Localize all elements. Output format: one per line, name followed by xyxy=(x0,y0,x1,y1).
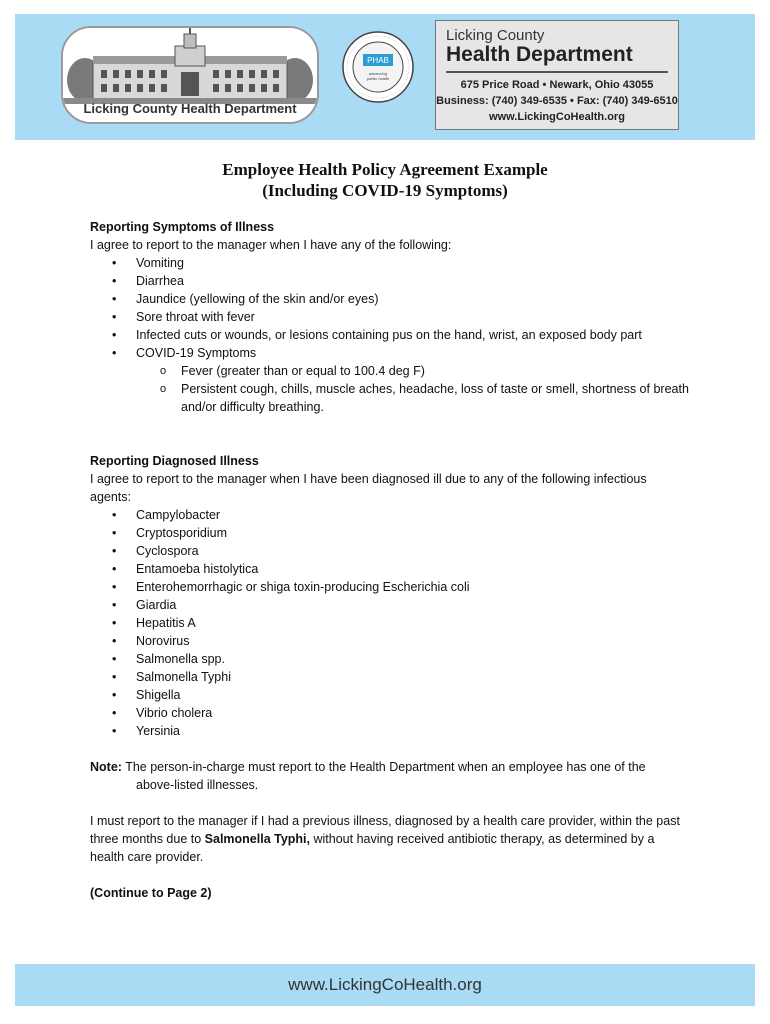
continue-notice: (Continue to Page 2) xyxy=(90,886,212,900)
note-label: Note: xyxy=(90,760,122,774)
list-item: • Sore throat with fever xyxy=(90,308,690,326)
note-paragraph xyxy=(90,758,690,776)
list-item: • Infected cuts or wounds, or lesions containing pus on the hand, wrist, an exposed body part xyxy=(90,326,690,344)
svg-text:public health: public health xyxy=(366,76,390,81)
list-item: • Vomiting xyxy=(90,254,690,272)
list-item: • Diarrhea xyxy=(90,272,690,290)
building-logo-label: Licking County Health Department xyxy=(83,101,297,116)
document-subtitle: (Including COVID-19 Symptoms) xyxy=(262,181,508,200)
document-body xyxy=(90,218,690,902)
previous-text-before: I must report to the manager if I had a previous illness, diagnosed by a health care provider, within the past three months due to xyxy=(90,814,680,846)
list-item: • Jaundice (yellowing of the skin and/or eyes) xyxy=(90,290,690,308)
diagnosed-intro: I agree to report to the manager when I have been diagnosed ill due to any of the following infectious agents: xyxy=(90,472,647,504)
sub-list-item: o Persistent cough, chills, muscle aches, headache, loss of taste or smell, shortness of breath and/or difficulty breathing. xyxy=(136,380,690,416)
address-line: 675 Price Road • Newark, Ohio 43055 xyxy=(460,79,654,91)
website-line: www.LickingCoHealth.org xyxy=(489,111,625,123)
list-item: • Entamoeba histolytica xyxy=(90,560,690,578)
department-name: Health Department xyxy=(446,43,633,66)
building-logo xyxy=(61,26,319,124)
document-title: Employee Health Policy Agreement Example xyxy=(222,160,548,179)
symptoms-intro: I agree to report to the manager when I have any of the following: xyxy=(90,238,452,252)
phab-seal-logo xyxy=(341,30,415,104)
list-item: • Campylobacter xyxy=(90,506,690,524)
header-banner xyxy=(15,14,755,140)
symptoms-list xyxy=(90,254,690,416)
previous-text-bold: Salmonella Typhi, xyxy=(204,832,311,846)
list-item-covid xyxy=(90,344,690,416)
diagnosed-list xyxy=(90,506,690,740)
contact-divider xyxy=(446,71,668,73)
covid-sublist xyxy=(136,362,690,416)
symptoms-heading: Reporting Symptoms of Illness xyxy=(90,220,275,234)
previous-text-after: without having received antibiotic therapy, as determined by a health care provider. xyxy=(90,832,655,864)
list-item: • Hepatitis A xyxy=(90,614,690,632)
footer-banner xyxy=(15,964,755,1006)
list-item: • Norovirus xyxy=(90,632,690,650)
list-item: • Enterohemorrhagic or shiga toxin-producing Escherichia coli xyxy=(90,578,690,596)
list-item: • Cryptosporidium xyxy=(90,524,690,542)
list-item: • Shigella xyxy=(90,686,690,704)
list-item: • Vibrio cholera xyxy=(90,704,690,722)
list-item: • Salmonella Typhi xyxy=(90,668,690,686)
footer-website: www.LickingCoHealth.org xyxy=(288,975,482,994)
note-text: The person-in-charge must report to the Health Department when an employee has one of the xyxy=(121,760,646,774)
note-continuation: above-listed illnesses. xyxy=(136,778,259,792)
list-item: • Cyclospora xyxy=(90,542,690,560)
seal-text: PHAB xyxy=(367,56,389,65)
previous-illness-paragraph xyxy=(90,812,690,866)
sub-list-item: o Fever (greater than or equal to 100.4 deg F) xyxy=(136,362,690,380)
phone-line: Business: (740) 349-6535 • Fax: (740) 349-6510 xyxy=(436,95,678,107)
county-name: Licking County xyxy=(446,27,545,44)
diagnosed-heading: Reporting Diagnosed Illness xyxy=(90,454,259,468)
contact-info-box xyxy=(435,20,679,130)
list-item: • Yersinia xyxy=(90,722,690,740)
list-item: • Giardia xyxy=(90,596,690,614)
svg-text:advancing: advancing xyxy=(368,71,388,76)
list-item: • Salmonella spp. xyxy=(90,650,690,668)
covid-label: COVID-19 Symptoms xyxy=(136,346,257,360)
